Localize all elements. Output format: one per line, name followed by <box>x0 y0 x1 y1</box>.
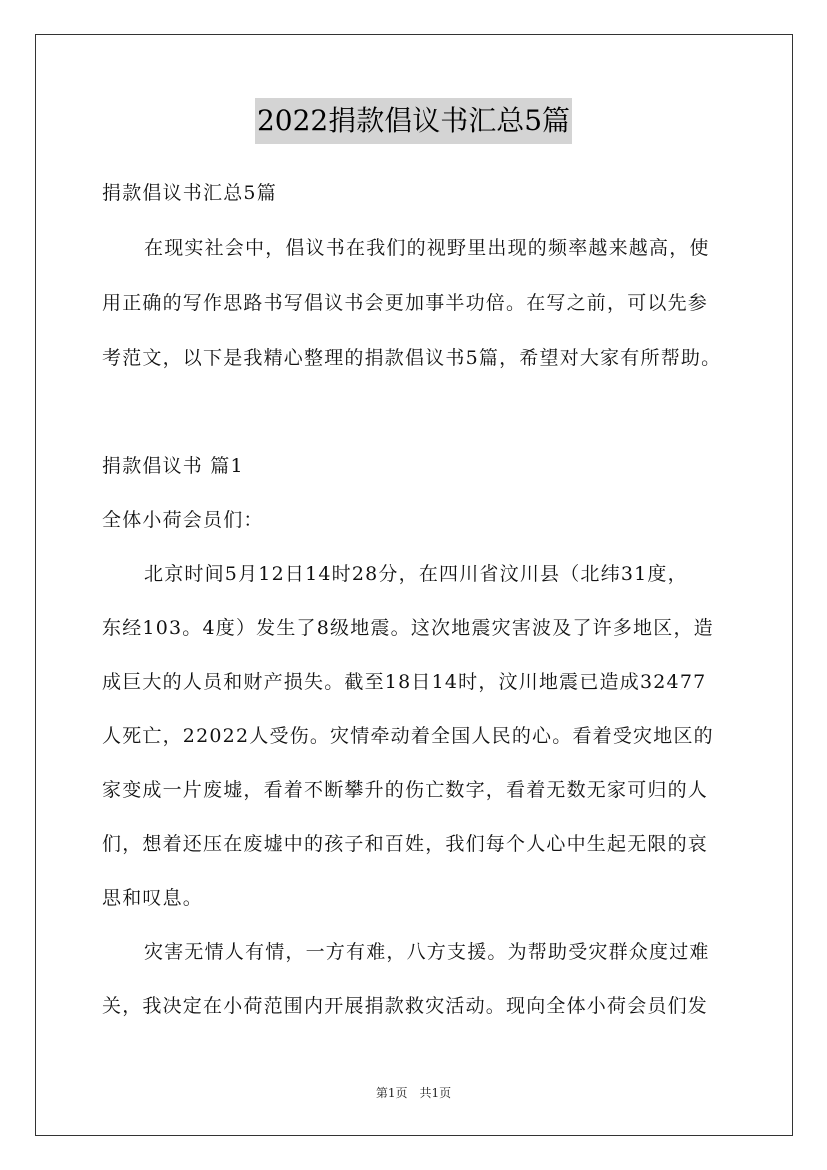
paragraph1-line-4: 人死亡，22022人受伤。灾情牵动着全国人民的心。看着受灾地区的 <box>102 725 714 747</box>
paragraph2-line-2: 关，我决定在小荷范围内开展捐款救灾活动。现向全体小荷会员们发 <box>102 995 709 1017</box>
paragraph1-line-2: 东经103。4度）发生了8级地震。这次地震灾害波及了许多地区，造 <box>102 617 714 639</box>
intro-line-1: 在现实社会中，倡议书在我们的视野里出现的频率越来越高，使 <box>144 237 710 259</box>
paragraph2-line-1: 灾害无情人有情，一方有难，八方支援。为帮助受灾群众度过难 <box>144 941 710 963</box>
document-title: 2022捐款倡议书汇总5篇 <box>0 98 827 144</box>
paragraph1-line-5: 家变成一片废墟，看着不断攀升的伤亡数字，看着无数无家可归的人 <box>102 779 709 801</box>
paragraph1-line-3: 成巨大的人员和财产损失。截至18日14时，汶川地震已造成32477 <box>102 671 707 693</box>
paragraph1-line-1: 北京时间5月12日14时28分，在四川省汶川县（北纬31度， <box>144 563 688 585</box>
salutation: 全体小荷会员们： <box>102 509 264 531</box>
document-subtitle: 捐款倡议书汇总5篇 <box>102 182 277 204</box>
intro-line-2: 用正确的写作思路书写倡议书会更加事半功倍。在写之前，可以先参 <box>102 292 709 314</box>
paragraph1-line-6: 们，想着还压在废墟中的孩子和百姓，我们每个人心中生起无限的哀 <box>102 833 709 855</box>
section-heading: 捐款倡议书 篇1 <box>102 455 244 477</box>
page-footer: 第1页 共1页 <box>375 1086 452 1100</box>
paragraph1-line-7: 思和叹息。 <box>102 887 204 909</box>
intro-line-3: 考范文，以下是我精心整理的捐款倡议书5篇，希望对大家有所帮助。 <box>102 347 722 369</box>
